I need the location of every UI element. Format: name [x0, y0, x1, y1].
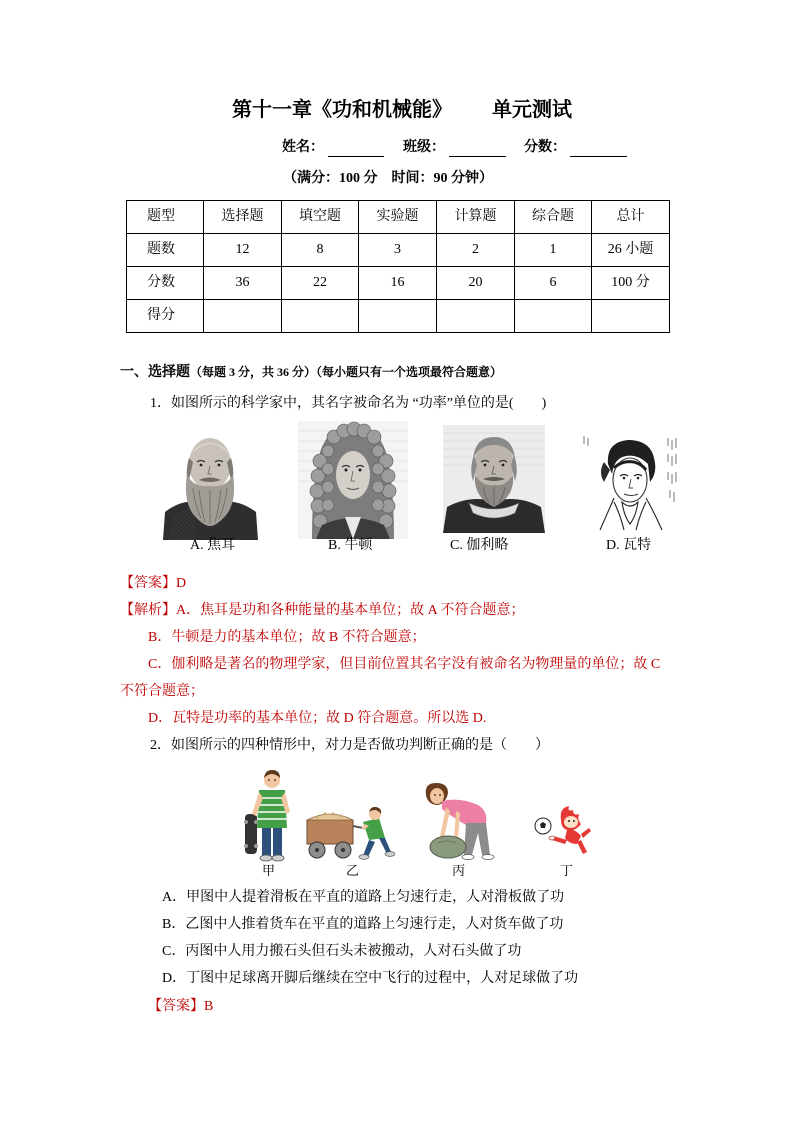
joule-portrait	[163, 428, 258, 540]
figure-label-bing: 丙	[452, 863, 466, 878]
figure-bing-lifting-stone	[416, 781, 498, 861]
table-cell: 得分	[127, 300, 204, 333]
newton-portrait	[298, 421, 408, 539]
question-2-answer	[148, 998, 213, 1016]
table-row	[127, 234, 670, 267]
table-header-cell: 题型	[127, 201, 204, 234]
question-1-answer	[120, 575, 186, 593]
figure-yi-pushing-cart	[303, 806, 395, 860]
table-cell: 100 分	[592, 267, 670, 300]
option-caption-b: B. 牛顿	[328, 538, 373, 553]
question-1-analysis-line	[120, 602, 524, 620]
watt-portrait	[578, 432, 684, 532]
table-cell	[515, 300, 592, 333]
question-2-option-a: A．甲图中人提着滑板在平直的道路上匀速行走，人对滑板做了功	[162, 890, 565, 905]
question-2-option-b: B．乙图中人推着货车在平直的道路上匀速行走，人对货车做了功	[162, 917, 564, 932]
section-heading	[120, 363, 502, 382]
analysis-text: A．焦耳是功和各种能量的基本单位；故 A 不符合题意；	[176, 603, 525, 618]
question-1-stem: 1．如图所示的科学家中，其名字被命名为 “功率”单位的是( )	[150, 396, 547, 411]
option-caption-a: A. 焦耳	[190, 538, 236, 553]
table-header-cell: 综合题	[515, 201, 592, 234]
name-label: 姓名：	[282, 140, 324, 155]
score-table	[126, 200, 670, 333]
table-cell	[204, 300, 282, 333]
figure-ding-kicking-ball	[533, 806, 593, 858]
table-cell: 6	[515, 267, 592, 300]
class-label: 班级：	[403, 140, 445, 155]
table-cell: 3	[359, 234, 437, 267]
table-cell: 2	[437, 234, 515, 267]
table-row	[127, 201, 670, 234]
question-2-option-d: D．丁图中足球离开脚后继续在空中飞行的过程中，人对足球做了功	[162, 971, 579, 986]
table-cell: 26 小题	[592, 234, 670, 267]
answer-value: D	[176, 576, 187, 591]
table-header-cell: 实验题	[359, 201, 437, 234]
question-1-analysis-line: D．瓦特是功率的基本单位；故 D 符合题意。所以选 D.	[148, 711, 487, 726]
answer-value: B	[204, 999, 214, 1014]
table-cell: 36	[204, 267, 282, 300]
table-cell: 题数	[127, 234, 204, 267]
analysis-label: 【解析】	[120, 603, 176, 618]
question-1-analysis-line: 不符合题意；	[120, 684, 204, 699]
table-header-cell: 选择题	[204, 201, 282, 234]
class-blank	[449, 139, 506, 157]
figure-label-ding: 丁	[560, 863, 574, 878]
table-header-cell: 总计	[592, 201, 670, 234]
figure-jia-skateboard	[243, 768, 293, 864]
table-header-cell: 填空题	[282, 201, 359, 234]
option-caption-d: D. 瓦特	[606, 538, 652, 553]
question-2-stem: 2．如图所示的四种情形中，对力是否做功判断正确的是（ ）	[150, 738, 549, 753]
table-cell: 1	[515, 234, 592, 267]
table-cell: 22	[282, 267, 359, 300]
table-cell: 分数	[127, 267, 204, 300]
table-cell	[282, 300, 359, 333]
table-cell: 20	[437, 267, 515, 300]
table-cell	[359, 300, 437, 333]
question-2-option-c: C．丙图中人用力搬石头但石头未被搬动，人对石头做了功	[162, 944, 522, 959]
section-title: 一、选择题	[120, 365, 190, 380]
galileo-portrait	[443, 425, 545, 533]
score-label: 分数：	[524, 140, 566, 155]
table-cell	[437, 300, 515, 333]
section-note: （每题 3 分，共 36 分）（每小题只有一个选项最符合题意）	[190, 365, 503, 379]
page-subtitle: 单元测试	[492, 99, 572, 121]
table-cell: 12	[204, 234, 282, 267]
page-title: 第十一章《功和机械能》	[232, 99, 452, 121]
table-row	[127, 300, 670, 333]
answer-label: 【答案】	[148, 999, 204, 1014]
table-cell: 16	[359, 267, 437, 300]
answer-label: 【答案】	[120, 576, 176, 591]
question-1-analysis-line: C．伽利略是著名的物理学家，但目前位置其名字没有被命名为物理量的单位；故 C	[148, 657, 661, 672]
exam-meta: （满分：100 分 时间：90 分钟）	[283, 171, 493, 186]
question-1-analysis-line: B．牛顿是力的基本单位；故 B 不符合题意；	[148, 630, 426, 645]
score-blank	[570, 139, 627, 157]
table-cell	[592, 300, 670, 333]
table-header-cell: 计算题	[437, 201, 515, 234]
table-row	[127, 267, 670, 300]
table-cell: 8	[282, 234, 359, 267]
figure-label-jia: 甲	[262, 863, 276, 878]
figure-label-yi: 乙	[346, 863, 360, 878]
name-blank	[328, 139, 384, 157]
option-caption-c: C. 伽利略	[450, 538, 509, 553]
